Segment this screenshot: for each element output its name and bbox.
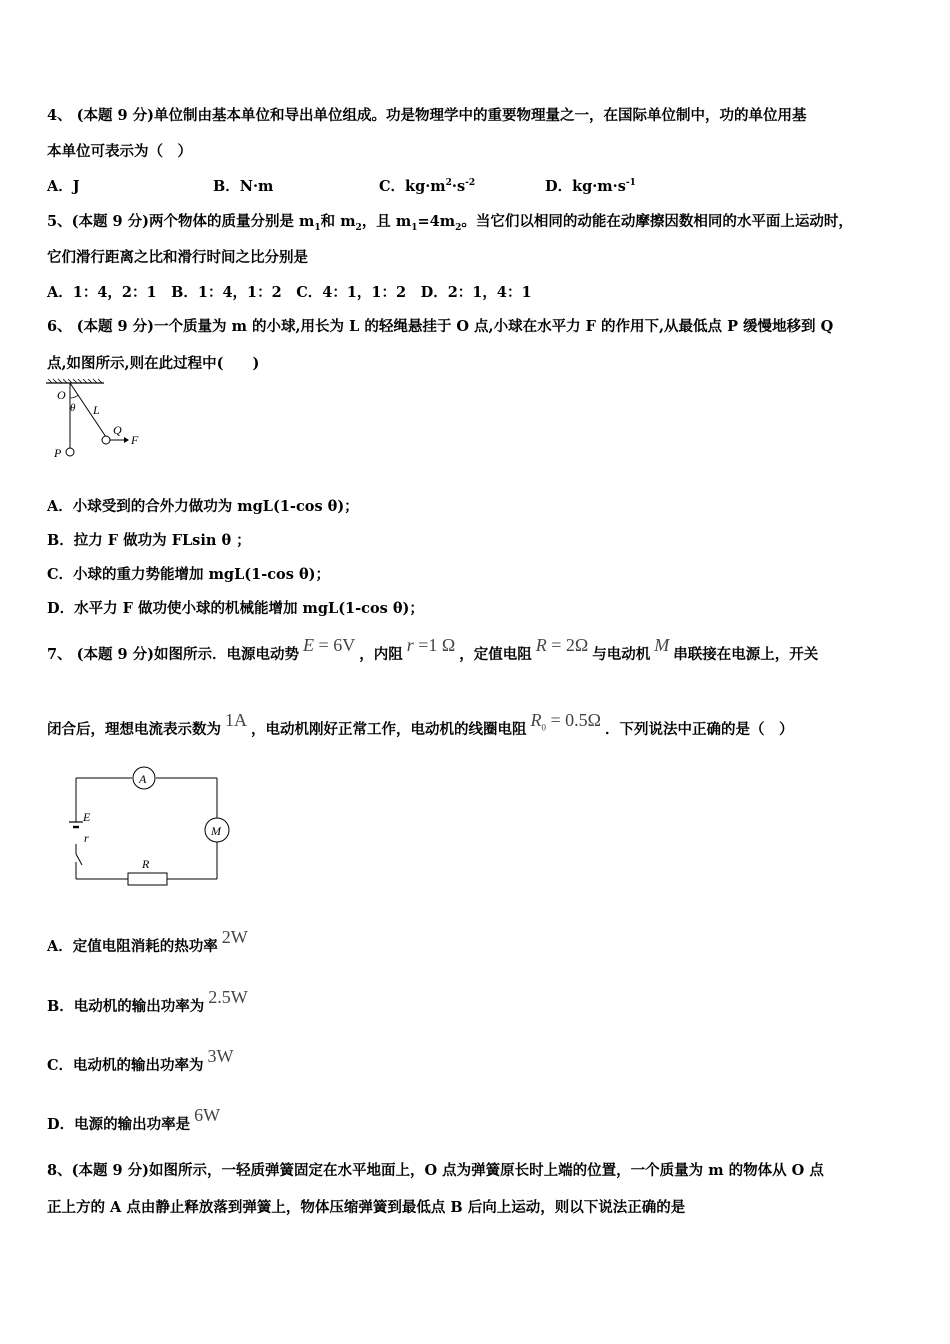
q6-option-d: D．水平力 F 做功使小球的机械能增加 mgL(1-cos θ)；	[47, 600, 424, 617]
label-theta: θ	[70, 402, 76, 414]
label-p: P	[54, 446, 62, 460]
q7-option-c: C．电动机的输出功率为 3W	[47, 1046, 234, 1074]
q7-stem-line2: 闭合后，理想电流表示数为 1A ，电动机刚好正常工作，电动机的线圈电阻 $R_0 = 0.5\Omega$ ．下列说法中正确的是（ ）	[47, 710, 794, 738]
label-o: O	[57, 388, 66, 402]
label-f: F	[131, 433, 139, 447]
q7-r-formula: r =1 Ω	[406, 635, 456, 655]
q7-resistor-formula: R = 2Ω	[535, 635, 589, 655]
q8-stem-line1: 8、(本题 9 分)如图所示，一轻质弹簧固定在水平地面上，O 点为弹簧原长时上端的位置，一个质量为 m 的物体从 O 点	[47, 1162, 824, 1179]
q6-stem-line1: 6、 (本题 9 分)一个质量为 m 的小球,用长为 L 的轻绳悬挂于 O 点,小球在水平力 F 的作用下,从最低点 P 缓慢地移到 Q	[47, 318, 834, 335]
q4-option-c: C．$kg\cdot m^2\cdot s^{-2}$	[379, 178, 476, 195]
q5-options: A．1：4，2：1 B．1：4，1：2 C．4：1，1：2 D．2：1，4：1	[47, 284, 532, 301]
q4-option-d: D．$kg\cdot m\cdot s^{-1}$	[545, 178, 636, 195]
resistor-label: R	[142, 857, 150, 871]
q4-option-b: B．N·m	[213, 178, 274, 195]
q7-stem-line1: 7、 (本题 9 分)如图所示．电源电动势 E = 6V ，内阻 r =1 Ω ，定值电阻 R = 2Ω 与电动机 M 串联接在电源上，开关	[47, 635, 819, 663]
ceiling-hatch	[46, 379, 104, 383]
q5-stem-line2: 它们滑行距离之比和滑行时间之比分别是	[47, 249, 308, 266]
q4-options	[47, 175, 636, 196]
q7-option-d: D．电源的输出功率是 6W	[47, 1105, 221, 1133]
q6-option-a: A．小球受到的合外力做功为 mgL(1-cos θ)；	[47, 498, 359, 515]
q8-stem-line2: 正上方的 A 点由静止释放落到弹簧上，物体压缩弹簧到最低点 B 后向上运动，则以下说法正确的是	[47, 1199, 686, 1216]
q7-emf-formula: E = 6V	[303, 635, 356, 655]
motor-label: M	[211, 824, 221, 838]
label-q: Q	[113, 423, 122, 437]
q7-motor-symbol: M	[654, 635, 670, 655]
q6-stem-line2: 点,如图所示,则在此过程中( )	[47, 355, 260, 372]
ball-p	[66, 448, 74, 456]
pendulum-figure	[44, 378, 154, 463]
q7-coil-formula: $R_0 = 0.5\Omega$	[530, 710, 602, 733]
emf-label: E	[83, 810, 91, 824]
ball-q	[102, 436, 110, 444]
theta-arc	[70, 395, 78, 398]
label-l: L	[93, 403, 100, 417]
q6-option-b: B．拉力 F 做功为 FLsin θ ；	[47, 532, 251, 549]
q7-current-value: 1A	[225, 710, 247, 730]
internal-r-label: r	[84, 831, 89, 845]
ammeter-label: A	[139, 772, 147, 786]
q7-option-a: A．定值电阻消耗的热功率 2W	[47, 927, 248, 955]
q4-stem-line2: 本单位可表示为（ ）	[47, 143, 192, 160]
resistor	[128, 873, 167, 885]
switch-blade	[76, 854, 82, 865]
q4-option-a: A．J	[47, 178, 80, 195]
q4-stem-line1: 4、 (本题 9 分)单位制由基本单位和导出单位组成。功是物理学中的重要物理量之一，在国际单位制中，功的单位用基	[47, 107, 807, 124]
circuit-figure	[60, 762, 240, 892]
q5-stem-line1: 5、(本题 9 分)两个物体的质量分别是 $m_1$和 $m_2$，且 $m_1=4m_2$。当它们以相同的动能在动摩擦因数相同的水平面上运动时，	[47, 213, 853, 233]
force-arrow-head	[124, 437, 129, 443]
q6-option-c: C．小球的重力势能增加 mgL(1-cos θ)；	[47, 566, 330, 583]
q7-option-b: B．电动机的输出功率为 2.5W	[47, 987, 248, 1015]
